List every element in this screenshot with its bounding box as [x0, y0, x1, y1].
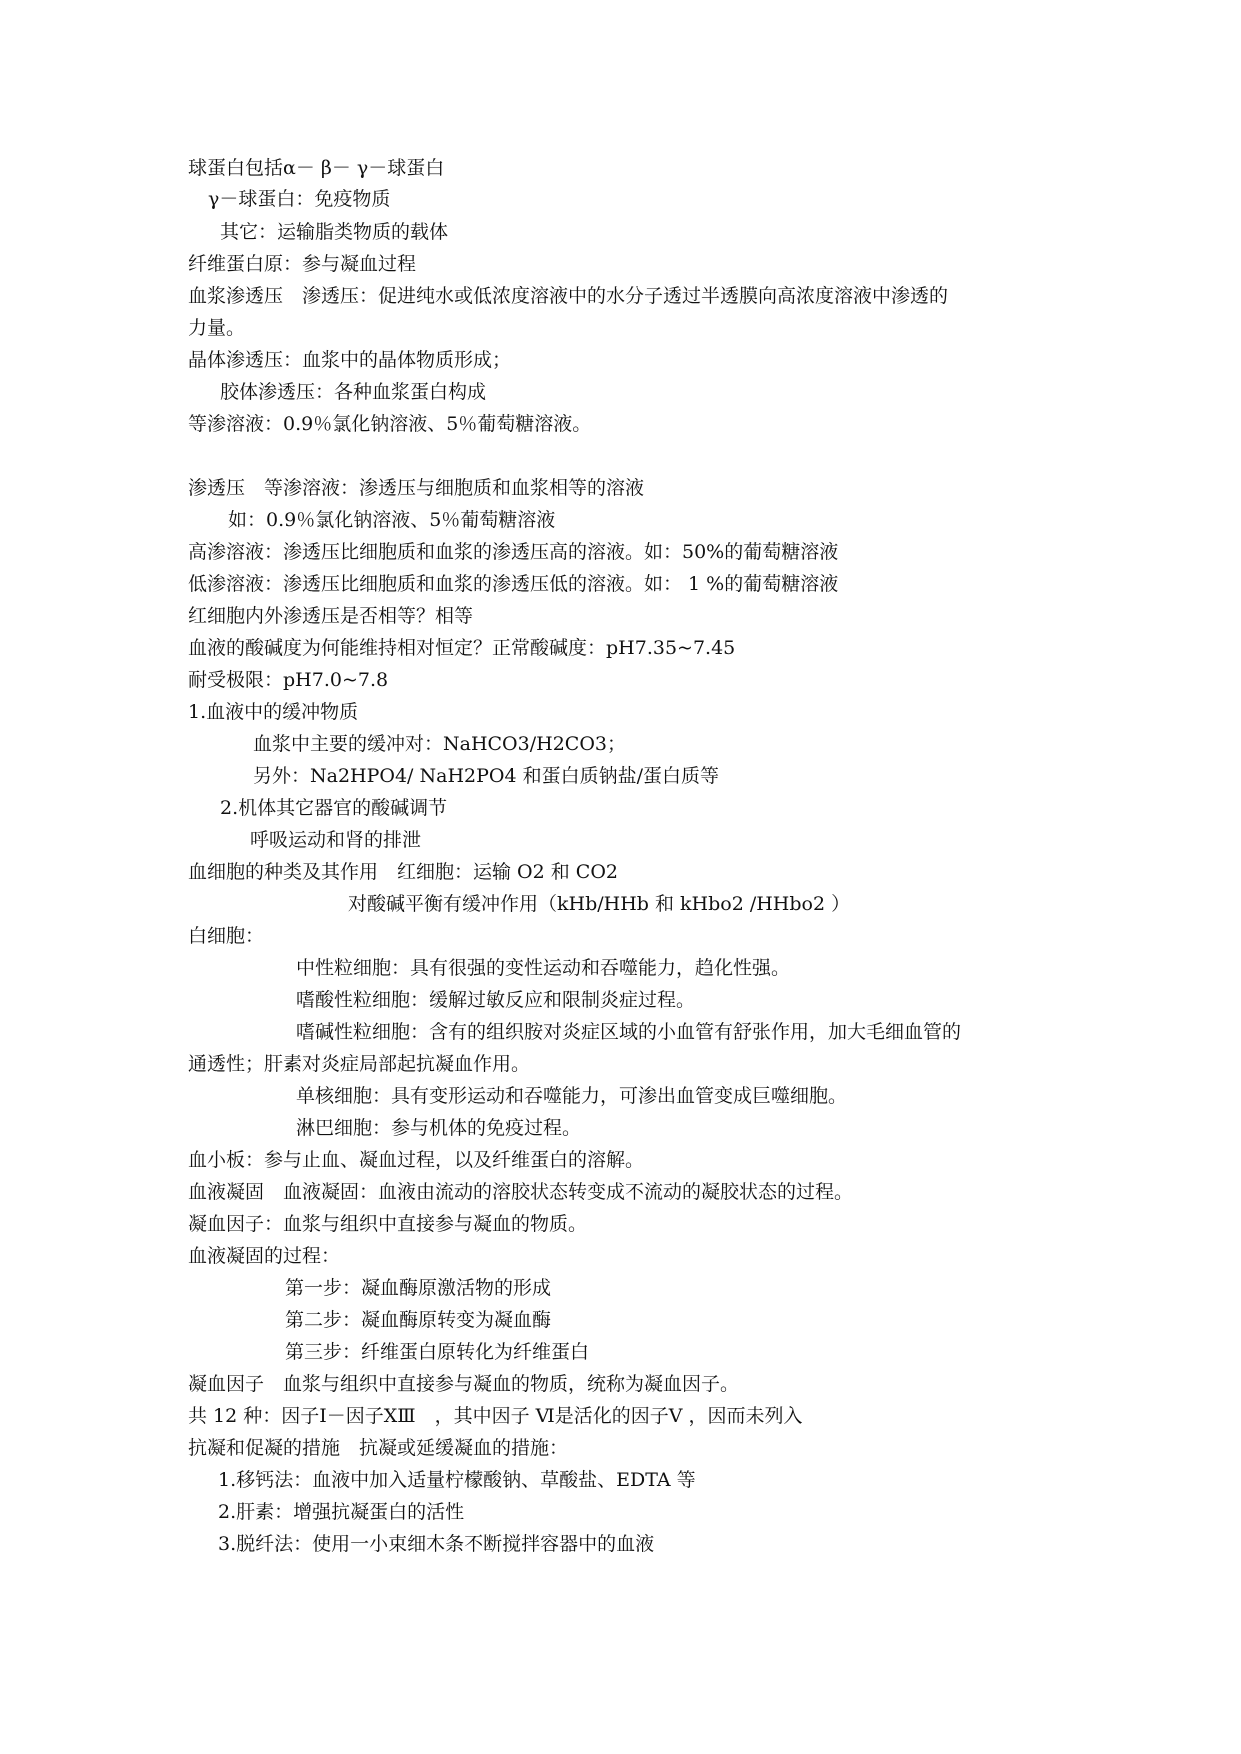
text-line: 高渗溶液：渗透压比细胞质和血浆的渗透压高的溶液。如：50%的葡萄糖溶液: [188, 541, 839, 563]
text-line: 红细胞内外渗透压是否相等？相等: [188, 605, 474, 627]
text-line: 力量。: [188, 317, 246, 339]
text-line: 晶体渗透压：血浆中的晶体物质形成；: [188, 349, 512, 371]
text-line: 另外：Na2HPO4/ NaH2PO4 和蛋白质钠盐/蛋白质等: [253, 765, 720, 787]
text-line: 第三步：纤维蛋白原转化为纤维蛋白: [285, 1341, 590, 1363]
text-line: 白细胞：: [188, 925, 265, 947]
text-line: 淋巴细胞：参与机体的免疫过程。: [296, 1117, 582, 1139]
text-line: γ－球蛋白：免疫物质: [208, 188, 391, 210]
text-line: 2.机体其它器官的酸碱调节: [220, 797, 448, 819]
text-line: 耐受极限：pH7.0~7.8: [188, 669, 389, 691]
text-line: 对酸碱平衡有缓冲作用（kHb/HHb 和 kHbo2 /HHbo2 ）: [348, 893, 851, 915]
text-line: 单核细胞：具有变形运动和吞噬能力，可渗出血管变成巨噬细胞。: [296, 1085, 848, 1107]
text-line: 凝血因子 血浆与组织中直接参与凝血的物质，统称为凝血因子。: [188, 1373, 740, 1395]
text-line: 凝血因子：血浆与组织中直接参与凝血的物质。: [188, 1213, 588, 1235]
text-line: 3.脱纤法：使用一小束细木条不断搅拌容器中的血液: [218, 1533, 655, 1555]
text-line: 血细胞的种类及其作用 红细胞：运输 O2 和 CO2: [188, 861, 618, 883]
text-line: 嗜碱性粒细胞：含有的组织胺对炎症区域的小血管有舒张作用，加大毛细血管的: [296, 1021, 962, 1043]
text-line: 其它：运输脂类物质的载体: [220, 221, 449, 243]
text-line: 1.血液中的缓冲物质: [188, 701, 359, 723]
text-line: 等渗溶液：0.9％氯化钠溶液、5％葡萄糖溶液。: [188, 413, 592, 435]
text-line: 血液凝固的过程：: [188, 1245, 341, 1267]
text-line: 1.移钙法：血液中加入适量柠檬酸钠、草酸盐、EDTA 等: [218, 1469, 696, 1491]
text-line: 通透性；肝素对炎症局部起抗凝血作用。: [188, 1053, 531, 1075]
text-line: 第二步：凝血酶原转变为凝血酶: [285, 1309, 552, 1331]
text-line: 胶体渗透压：各种血浆蛋白构成: [220, 381, 487, 403]
text-line: 血液凝固 血液凝固：血液由流动的溶胶状态转变成不流动的凝胶状态的过程。: [188, 1181, 854, 1203]
text-line: 中性粒细胞：具有很强的变性运动和吞噬能力，趋化性强。: [296, 957, 791, 979]
text-line: 共 12 种：因子Ⅰ－因子ⅩⅢ ，其中因子 Ⅵ是活化的因子Ⅴ ，因而未列入: [188, 1405, 803, 1427]
text-line: 渗透压 等渗溶液：渗透压与细胞质和血浆相等的溶液: [188, 477, 645, 499]
text-line: 血小板：参与止血、凝血过程，以及纤维蛋白的溶解。: [188, 1149, 645, 1171]
text-line: 如：0.9％氯化钠溶液、5％葡萄糖溶液: [228, 509, 556, 531]
text-line: 2.肝素：增强抗凝蛋白的活性: [218, 1501, 465, 1523]
text-line: 球蛋白包括α－ β－ γ－球蛋白: [188, 157, 445, 179]
text-line: 嗜酸性粒细胞：缓解过敏反应和限制炎症过程。: [296, 989, 696, 1011]
text-line: 血液的酸碱度为何能维持相对恒定？正常酸碱度：pH7.35~7.45: [188, 637, 736, 659]
text-line: 低渗溶液：渗透压比细胞质和血浆的渗透压低的溶液。如： 1 %的葡萄糖溶液: [188, 573, 839, 595]
text-line: 第一步：凝血酶原激活物的形成: [285, 1277, 552, 1299]
text-line: 抗凝和促凝的措施 抗凝或延缓凝血的措施：: [188, 1437, 569, 1459]
text-line: 纤维蛋白原：参与凝血过程: [188, 253, 417, 275]
text-line: 血浆中主要的缓冲对：NaHCO3/H2CO3；: [253, 733, 626, 755]
text-line: 呼吸运动和肾的排泄: [250, 829, 422, 851]
text-line: 血浆渗透压 渗透压：促进纯水或低浓度溶液中的水分子透过半透膜向高浓度溶液中渗透的: [188, 285, 949, 307]
